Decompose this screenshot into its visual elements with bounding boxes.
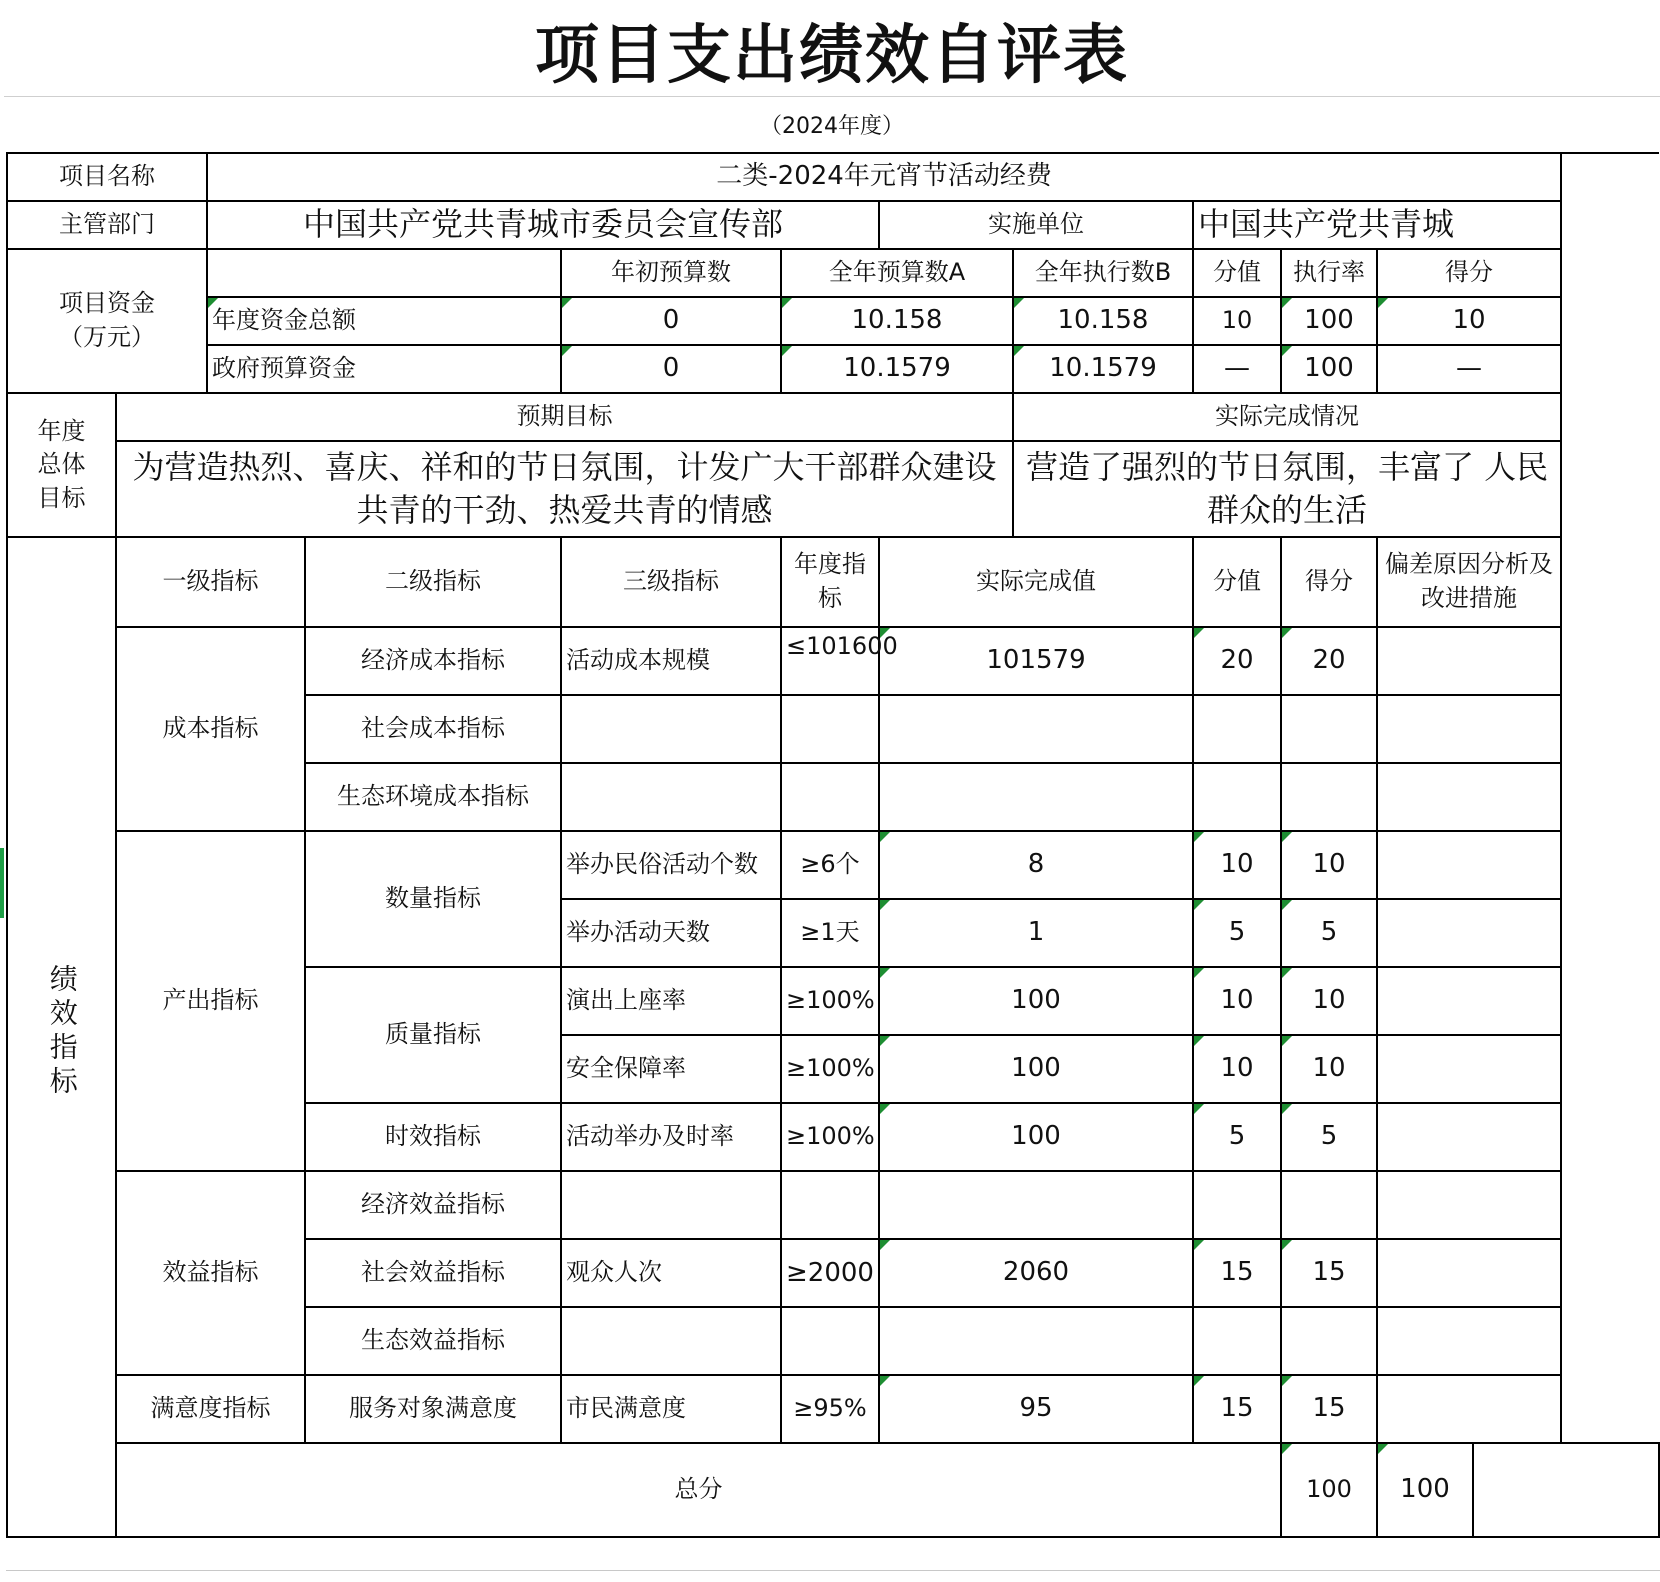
actual-value[interactable] xyxy=(879,1307,1193,1375)
actual-value[interactable]: 100 xyxy=(879,967,1193,1035)
table-row xyxy=(7,831,1659,899)
score[interactable] xyxy=(1281,1307,1377,1375)
indicator-name[interactable] xyxy=(561,1171,781,1239)
page-subtitle: （2024年度） xyxy=(760,113,904,139)
score-value[interactable]: 10 xyxy=(1193,1035,1281,1103)
level2-econ-benefit[interactable]: 经济效益指标 xyxy=(305,1171,561,1239)
header-score-value[interactable]: 分值 xyxy=(1193,249,1281,297)
spreadsheet-sheet xyxy=(4,4,1660,1582)
fund-gov-executed[interactable]: 10.1579 xyxy=(1013,345,1193,393)
score[interactable]: 20 xyxy=(1281,627,1377,695)
fund-gov-score-value[interactable]: — xyxy=(1193,345,1281,393)
deviation-cell[interactable] xyxy=(1377,1103,1561,1171)
actual-completion-header[interactable]: 实际完成情况 xyxy=(1013,393,1561,441)
fund-gov-annual[interactable]: 10.1579 xyxy=(781,345,1013,393)
score-value[interactable]: 5 xyxy=(1193,899,1281,967)
annual-indicator[interactable]: ≥100% xyxy=(781,1035,879,1103)
level2-social-cost[interactable]: 社会成本指标 xyxy=(305,695,561,763)
annual-indicator[interactable]: ≥100% xyxy=(781,1103,879,1171)
actual-value[interactable] xyxy=(879,695,1193,763)
header-deviation[interactable]: 偏差原因分析及改进措施 xyxy=(1377,537,1561,627)
annual-indicator[interactable]: ≥6个 xyxy=(781,831,879,899)
annual-indicator[interactable] xyxy=(781,1239,879,1307)
actual-value[interactable]: 1 xyxy=(879,899,1193,967)
header-exec-rate[interactable] xyxy=(1281,249,1377,297)
header-exec-rate-text: 执行率 xyxy=(1293,258,1365,286)
project-name-label[interactable]: 项目名称 xyxy=(7,153,207,201)
level2-quality[interactable]: 质量指标 xyxy=(305,967,561,1103)
score[interactable]: 15 xyxy=(1281,1375,1377,1443)
indicator-name[interactable]: 市民满意度 xyxy=(561,1375,781,1443)
actual-value[interactable] xyxy=(879,763,1193,831)
level2-service-satisfaction[interactable]: 服务对象满意度 xyxy=(305,1375,561,1443)
performance-indicators-text: 绩效指标 xyxy=(45,964,79,1101)
fund-gov-initial[interactable]: 0 xyxy=(561,345,781,393)
level2-quantity[interactable]: 数量指标 xyxy=(305,831,561,967)
score-value[interactable]: 15 xyxy=(1193,1375,1281,1443)
actual-completion-text[interactable]: 营造了强烈的节日氛围，丰富了 人民群众的生活 xyxy=(1013,441,1561,537)
level2-eco-cost[interactable]: 生态环境成本指标 xyxy=(305,763,561,831)
deviation-cell[interactable] xyxy=(1377,967,1561,1035)
deviation-cell[interactable] xyxy=(1377,695,1561,763)
row-funds-header xyxy=(7,249,1659,297)
deviation-cell[interactable] xyxy=(1377,627,1561,695)
indicator-name[interactable]: 观众人次 xyxy=(561,1239,781,1307)
actual-value[interactable]: 8 xyxy=(879,831,1193,899)
indicator-name[interactable] xyxy=(561,1307,781,1375)
funds-label-line1: 项目资金 xyxy=(59,289,155,318)
annual-indicator[interactable] xyxy=(781,763,879,831)
implementer-label[interactable]: 实施单位 xyxy=(879,201,1193,249)
department-label[interactable]: 主管部门 xyxy=(7,201,207,249)
header-annual-indicator[interactable]: 年度指标 xyxy=(781,537,879,627)
group-output[interactable]: 产出指标 xyxy=(116,831,305,1171)
row-department xyxy=(7,201,1659,249)
annual-indicator[interactable] xyxy=(781,1171,879,1239)
header-annual-budget[interactable]: 全年预算数A xyxy=(781,249,1013,297)
annual-indicator[interactable]: ≥95% xyxy=(781,1375,879,1443)
annual-indicator[interactable] xyxy=(781,627,898,695)
score[interactable] xyxy=(1281,763,1377,831)
total-score-value[interactable]: 100 xyxy=(1281,1443,1377,1537)
header-score[interactable]: 得分 xyxy=(1377,249,1561,297)
deviation-cell[interactable] xyxy=(1377,1375,1561,1443)
funds-label-line2: （万元） xyxy=(59,323,155,351)
actual-value[interactable]: 101579 xyxy=(879,627,1193,695)
goals-label[interactable] xyxy=(7,393,116,537)
total-score[interactable]: 100 xyxy=(1377,1443,1473,1537)
indicator-name[interactable] xyxy=(561,695,781,763)
sheet-bottom-gridline xyxy=(6,1570,1660,1571)
score[interactable]: 15 xyxy=(1281,1239,1377,1307)
total-label[interactable]: 总分 xyxy=(116,1443,1281,1537)
fund-gov-score[interactable]: — xyxy=(1377,345,1561,393)
header-executed[interactable]: 全年执行数B xyxy=(1013,249,1193,297)
score-value[interactable]: 20 xyxy=(1193,627,1281,695)
row-goals-header xyxy=(7,393,1659,441)
fund-total-exec-rate[interactable]: 100 xyxy=(1281,297,1377,345)
expected-goal-header[interactable]: 预期目标 xyxy=(116,393,1013,441)
row-total xyxy=(7,1443,1659,1537)
header-level3[interactable]: 三级指标 xyxy=(561,537,781,627)
level2-timeliness[interactable]: 时效指标 xyxy=(305,1103,561,1171)
deviation-cell[interactable] xyxy=(1377,1035,1561,1103)
row-fund-government xyxy=(7,345,1659,393)
fund-total-initial[interactable]: 0 xyxy=(561,297,781,345)
self-evaluation-table xyxy=(6,152,1660,1538)
table-row xyxy=(7,627,1659,695)
indicator-name[interactable]: 安全保障率 xyxy=(561,1035,781,1103)
table-row xyxy=(7,1171,1659,1239)
deviation-cell[interactable] xyxy=(1377,831,1561,899)
row-indicator-headers xyxy=(7,537,1659,627)
fund-total-score-value[interactable]: 10 xyxy=(1193,297,1281,345)
fund-gov-label[interactable]: 政府预算资金 xyxy=(207,345,561,393)
group-benefit[interactable]: 效益指标 xyxy=(116,1171,305,1375)
header-level1[interactable]: 一级指标 xyxy=(116,537,305,627)
annual-indicator[interactable]: ≥1天 xyxy=(781,899,879,967)
group-satisfaction[interactable]: 满意度指标 xyxy=(116,1375,305,1443)
row-goals-content xyxy=(7,441,1659,537)
header-ind-score-value[interactable]: 分值 xyxy=(1193,537,1281,627)
annual-indicator-text: ≥2000 xyxy=(786,1258,874,1288)
actual-value[interactable]: 95 xyxy=(879,1375,1193,1443)
row-selection-marker xyxy=(0,848,4,918)
funds-label[interactable] xyxy=(7,249,207,393)
department-value[interactable]: 中国共产党共青城市委员会宣传部 xyxy=(207,201,879,249)
score[interactable]: 5 xyxy=(1281,1103,1377,1171)
indicator-name[interactable]: 举办活动天数 xyxy=(561,899,781,967)
deviation-cell[interactable] xyxy=(1377,1307,1561,1375)
table-row xyxy=(7,1375,1659,1443)
indicator-name[interactable] xyxy=(561,763,781,831)
goals-label-line3: 目标 xyxy=(37,483,86,512)
fund-total-label[interactable]: 年度资金总额 xyxy=(207,297,561,345)
implementer-value[interactable]: 中国共产党共青城 xyxy=(1193,201,1561,249)
score-value[interactable] xyxy=(1193,695,1281,763)
goals-label-line2: 总体 xyxy=(37,450,86,479)
score[interactable]: 10 xyxy=(1281,831,1377,899)
fund-total-annual[interactable]: 10.158 xyxy=(781,297,1013,345)
actual-value[interactable] xyxy=(879,1171,1193,1239)
goals-label-line1: 年度 xyxy=(37,416,86,445)
level2-social-benefit[interactable]: 社会效益指标 xyxy=(305,1239,561,1307)
score[interactable]: 10 xyxy=(1281,967,1377,1035)
project-name-value[interactable]: 二类-2024年元宵节活动经费 xyxy=(207,153,1561,201)
header-initial-budget[interactable]: 年初预算数 xyxy=(561,249,781,297)
actual-value[interactable]: 2060 xyxy=(879,1239,1193,1307)
score-value[interactable]: 5 xyxy=(1193,1103,1281,1171)
header-level2[interactable]: 二级指标 xyxy=(305,537,561,627)
fund-total-score[interactable]: 10 xyxy=(1377,297,1561,345)
indicator-name[interactable]: 演出上座率 xyxy=(561,967,781,1035)
funds-header-blank[interactable] xyxy=(207,249,561,297)
expected-goal-text[interactable]: 为营造热烈、喜庆、祥和的节日氛围，计发广大干部群众建设共青的干劲、热爱共青的情感 xyxy=(116,441,1013,537)
score-value[interactable]: 15 xyxy=(1193,1239,1281,1307)
fund-gov-exec-rate[interactable]: 100 xyxy=(1281,345,1377,393)
score-value[interactable] xyxy=(1193,1307,1281,1375)
deviation-cell[interactable] xyxy=(1377,763,1561,831)
row-project-name xyxy=(7,153,1659,201)
annual-indicator-text: ≤101600 xyxy=(786,632,898,660)
deviation-cell[interactable] xyxy=(1377,1239,1561,1307)
group-cost[interactable]: 成本指标 xyxy=(116,627,305,831)
score[interactable] xyxy=(1281,695,1377,763)
indicator-name[interactable]: 活动成本规模 xyxy=(561,627,781,695)
fund-total-executed[interactable]: 10.158 xyxy=(1013,297,1193,345)
annual-indicator[interactable]: ≥100% xyxy=(781,967,879,1035)
deviation-cell[interactable] xyxy=(1377,899,1561,967)
performance-indicators-label[interactable] xyxy=(7,537,116,1537)
score[interactable] xyxy=(1281,1171,1377,1239)
annual-indicator[interactable] xyxy=(781,1307,879,1375)
total-deviation-cell[interactable] xyxy=(1473,1443,1659,1537)
header-actual-value[interactable]: 实际完成值 xyxy=(879,537,1193,627)
score[interactable]: 10 xyxy=(1281,1035,1377,1103)
score-value[interactable] xyxy=(1193,763,1281,831)
level2-econ-cost[interactable]: 经济成本指标 xyxy=(305,627,561,695)
score-value[interactable]: 10 xyxy=(1193,831,1281,899)
annual-indicator[interactable] xyxy=(781,695,879,763)
row-fund-total xyxy=(7,297,1659,345)
actual-value[interactable]: 100 xyxy=(879,1103,1193,1171)
score-value[interactable]: 10 xyxy=(1193,967,1281,1035)
page-title: 项目支出绩效自评表 xyxy=(535,18,1129,93)
indicator-name[interactable]: 举办民俗活动个数 xyxy=(561,831,781,899)
deviation-cell[interactable] xyxy=(1377,1171,1561,1239)
score-value[interactable] xyxy=(1193,1171,1281,1239)
score[interactable]: 5 xyxy=(1281,899,1377,967)
header-ind-score[interactable]: 得分 xyxy=(1281,537,1377,627)
level2-eco-benefit[interactable]: 生态效益指标 xyxy=(305,1307,561,1375)
indicator-name[interactable]: 活动举办及时率 xyxy=(561,1103,781,1171)
actual-value[interactable]: 100 xyxy=(879,1035,1193,1103)
